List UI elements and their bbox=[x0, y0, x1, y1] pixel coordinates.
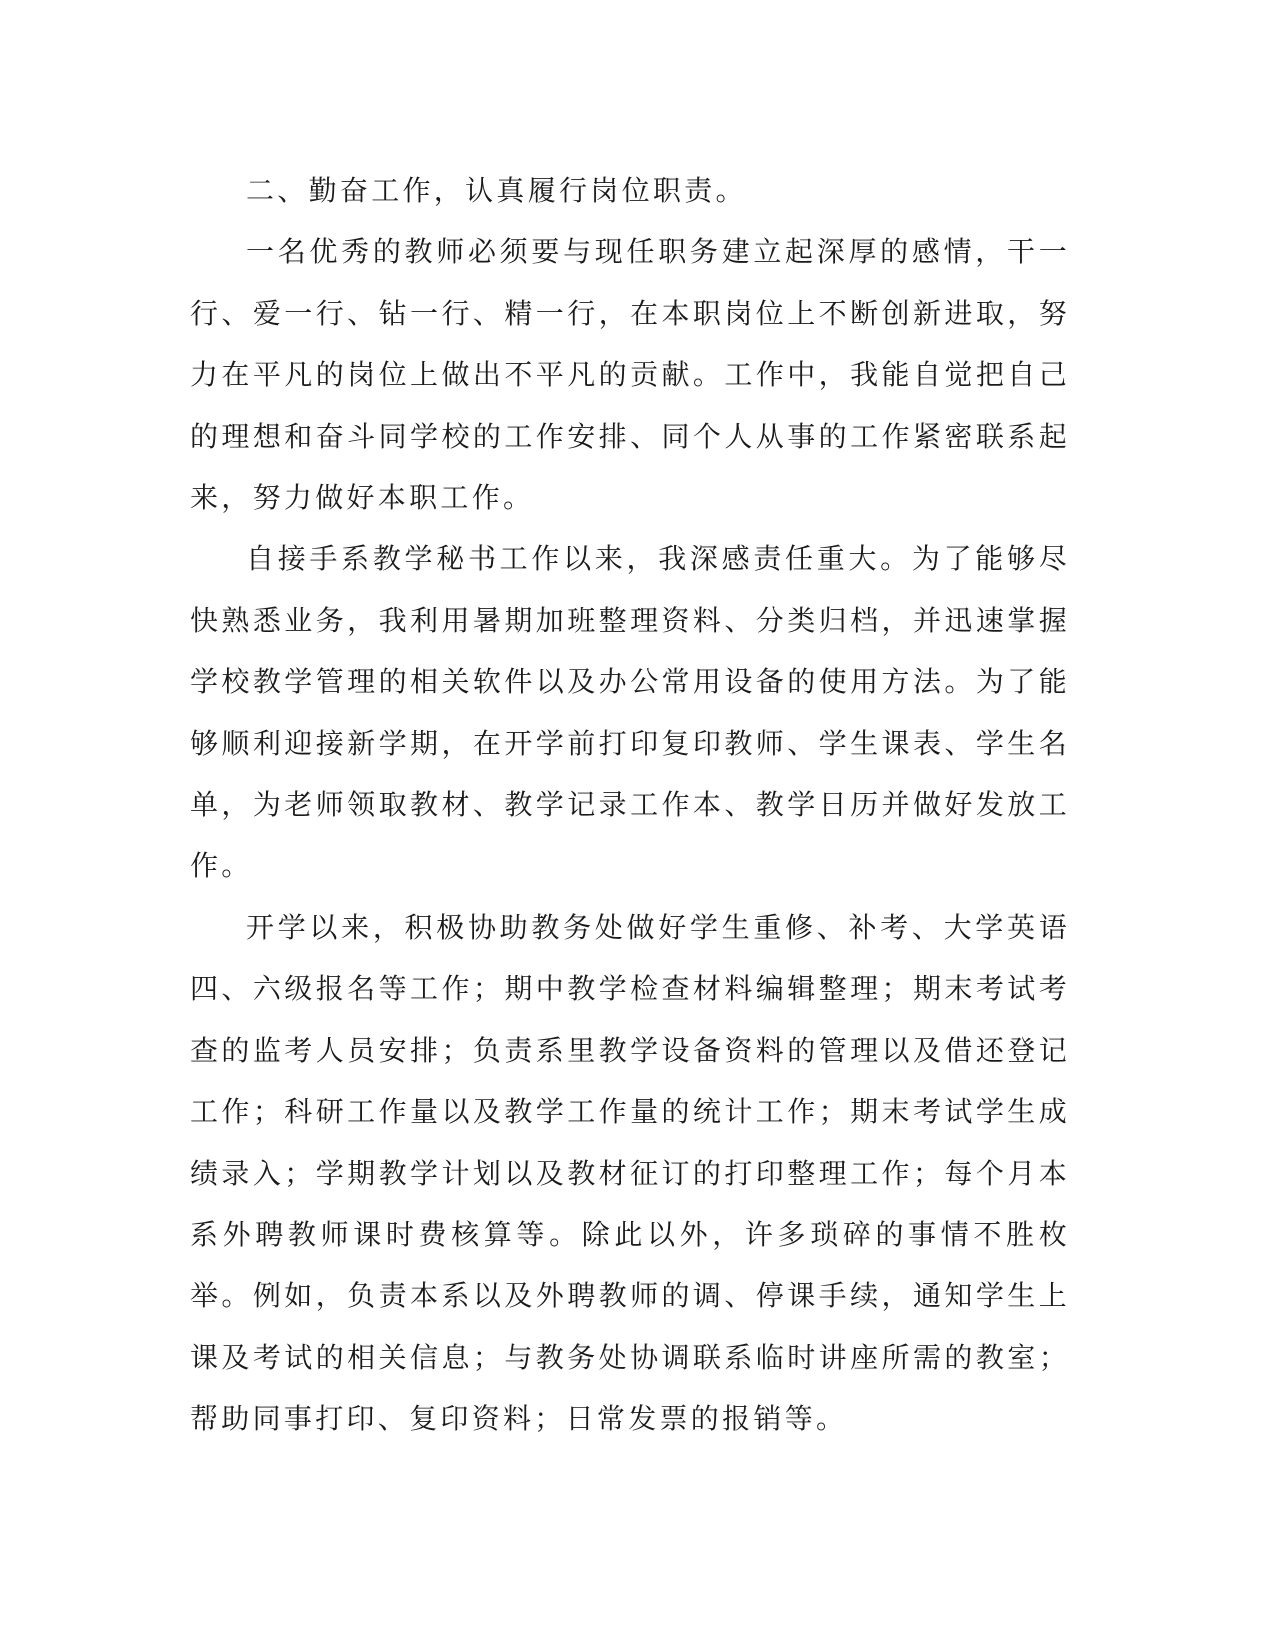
document-body bbox=[190, 160, 1070, 1450]
section-heading: 二、勤奋工作，认真履行岗位职责。 bbox=[246, 174, 747, 207]
paragraph-3: 开学以来，积极协助教务处做好学生重修、补考、大学英语四、六级报名等工作；期中教学检查材料编辑整理；期末考试考查的监考人员安排；负责系里教学设备资料的管理以及借还登记工作；科研工作量以及教学工作量的统计工作；期末考试学生成绩录入；学期教学计划以及教材征订的打印整理工作；每个月本系外聘教师课时费核算等。除此以外，许多琐碎的事情不胜枚举。例如，负责本系以及外聘教师的调、停课手续，通知学生上课及考试的相关信息；与教务处协调联系临时讲座所需的教室；帮助同事打印、复印资料；日常发票的报销等。 bbox=[190, 910, 1070, 1436]
paragraph-1: 一名优秀的教师必须要与现任职务建立起深厚的感情，干一行、爱一行、钻一行、精一行，在本职岗位上不断创新进取，努力在平凡的岗位上做出不平凡的贡献。工作中，我能自觉把自己的理想和奋斗同学校的工作安排、同个人从事的工作紧密联系起来，努力做好本职工作。 bbox=[190, 235, 1070, 515]
paragraph-2: 自接手系教学秘书工作以来，我深感责任重大。为了能够尽快熟悉业务，我利用暑期加班整理资料、分类归档，并迅速掌握学校教学管理的相关软件以及办公常用设备的使用方法。为了能够顺利迎接新学期，在开学前打印复印教师、学生课表、学生名单，为老师领取教材、教学记录工作本、教学日历并做好发放工作。 bbox=[190, 542, 1070, 883]
